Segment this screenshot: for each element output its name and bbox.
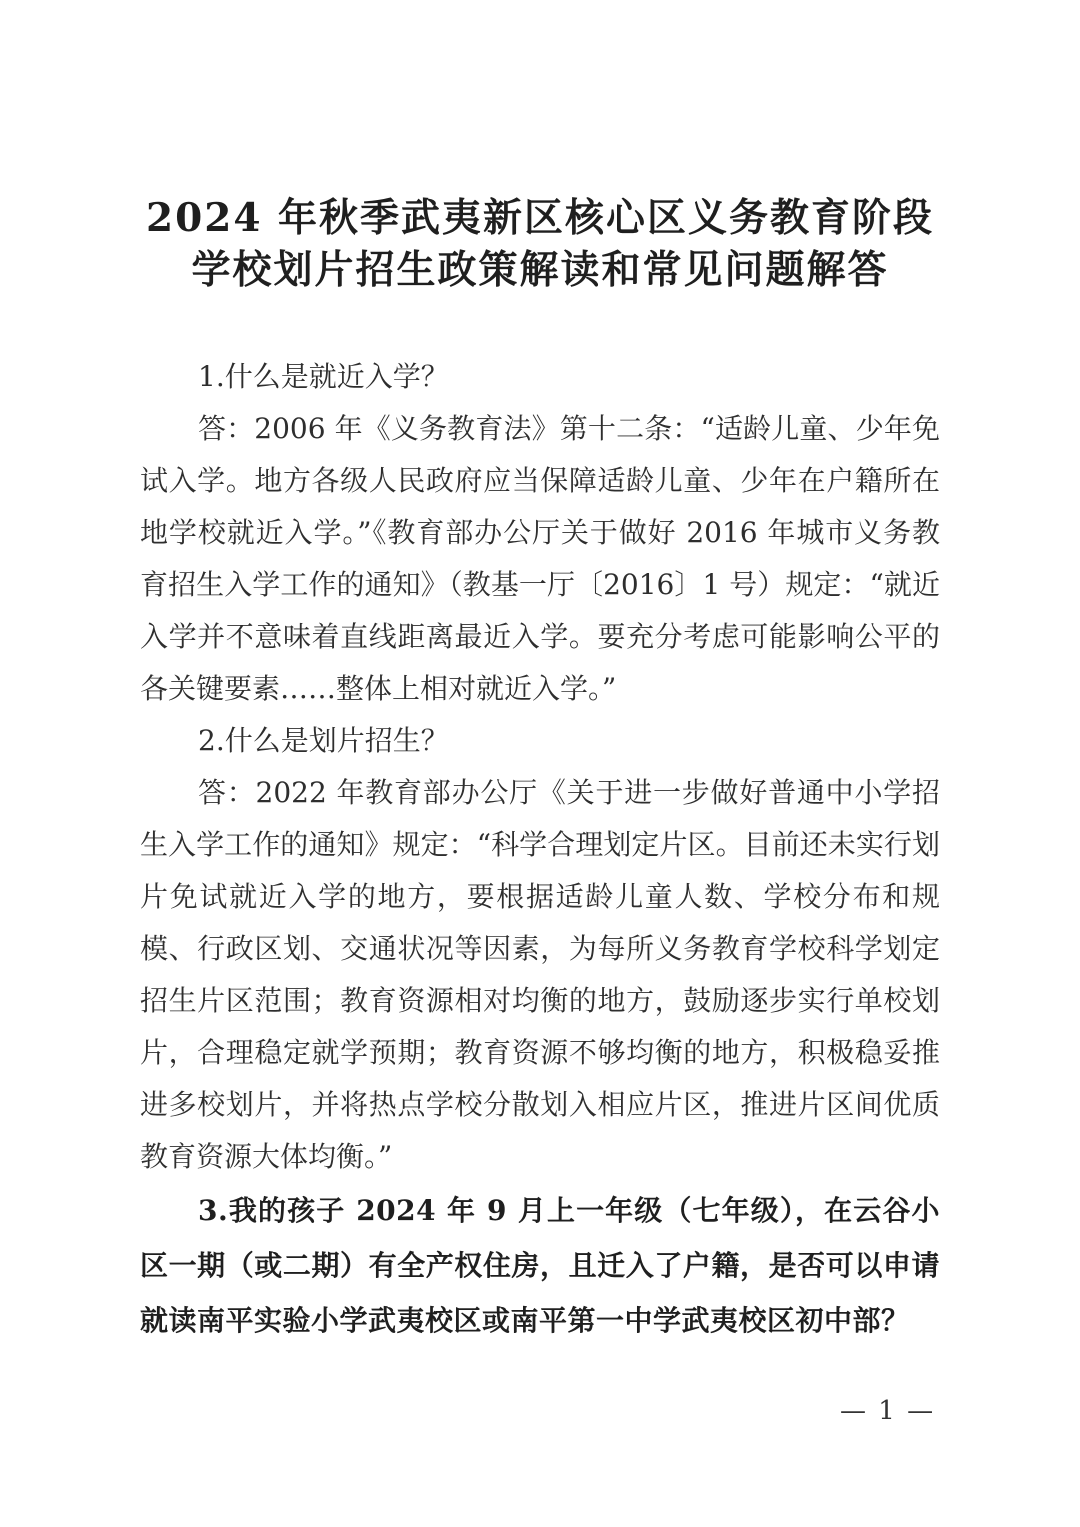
answer-1: 答：2006 年《义务教育法》第十二条：“适龄儿童、少年免试入学。地方各级人民政府应当保障适龄儿童、少年在户籍所在地学校就近入学。”《教育部办公厅关于做好 2016 年城市义务教育招生入学工作的通知》（教基一厅〔2016〕1 号）规定：“就近入学并不意味着直线距离最近入学。要充分考虑可能影响公平的各关键要素……整体上相对就近入学。” <box>140 412 940 705</box>
question-1: 1.什么是就近入学？ <box>198 360 449 393</box>
document-body <box>140 351 940 1348</box>
question-2: 2.什么是划片招生？ <box>198 724 449 757</box>
document-title-line-1: 2024 年秋季武夷新区核心区义务教育阶段 <box>145 195 935 241</box>
question-3: 3.我的孩子 2024 年 9 月上一年级（七年级），在云谷小区一期（或二期）有全产权住房，且迁入了户籍，是否可以申请就读南平实验小学武夷校区或南平第一中学武夷校区初中部？ <box>140 1194 940 1337</box>
page-number: — 1 — <box>840 1396 936 1426</box>
answer-2: 答：2022 年教育部办公厅《关于进一步做好普通中小学招生入学工作的通知》规定：“科学合理划定片区。目前还未实行划片免试就近入学的地方，要根据适龄儿童人数、学校分布和规模、行政区划、交通状况等因素，为每所义务教育学校科学划定招生片区范围；教育资源相对均衡的地方，鼓励逐步实行单校划片，合理稳定就学预期；教育资源不够均衡的地方，积极稳妥推进多校划片，并将热点学校分散划入相应片区，推进片区间优质教育资源大体均衡。” <box>140 776 940 1173</box>
document-title-line-2: 学校划片招生政策解读和常见问题解答 <box>191 247 889 293</box>
